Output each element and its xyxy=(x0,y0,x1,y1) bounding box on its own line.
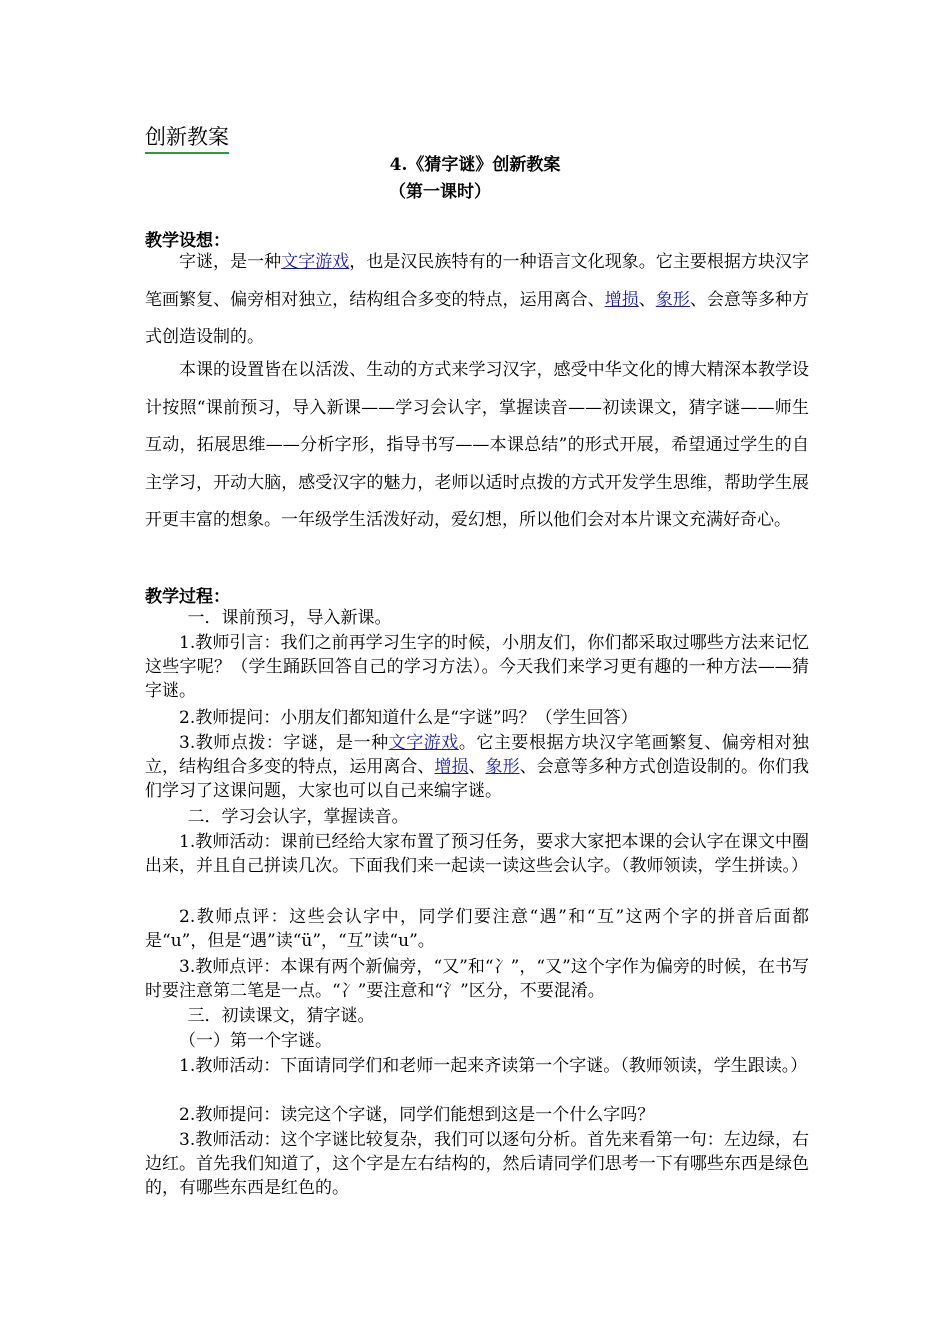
step-3-item-3: 3.教师活动：这个字谜比较复杂，我们可以逐句分析。首先来看第一句：左边绿，右边红。首先我们知道了，这个字是左右结构的，然后请同学们思考一下有哪些东西是绿色的，有哪些东西是红色的。 xyxy=(145,1130,809,1199)
link-xiangxing-2[interactable]: 象形 xyxy=(485,757,520,778)
step-3-item-1: 1.教师活动：下面请同学们和老师一起来齐读第一个字谜。（教师领读，学生跟读。） xyxy=(179,1056,808,1076)
step-1-item-2: 2.教师提问：小朋友们都知道什么是“字谜”吗？（学生回答） xyxy=(179,708,638,728)
header-label: 创新教案 xyxy=(145,122,229,154)
s13-text-c: 、 xyxy=(468,757,486,778)
step-1-heading: 一．课前预习，导入新课。 xyxy=(187,608,392,628)
p1-text-b: ，也是汉民族特有的一种语言文化现象。它主要根据方块汉字笔画繁复、偏旁相对独立，结构组合多变的特点，运用离合、 xyxy=(145,252,810,310)
design-paragraph-1 xyxy=(145,244,809,357)
step-1-item-3 xyxy=(145,731,809,804)
step-2-heading: 二．学习会认字，掌握读音。 xyxy=(187,807,409,827)
p1-text-d: 、会意等多种方式创造设制的。 xyxy=(145,289,810,347)
s13-text-d: 、会意等多种方式创造设制的。你们我们学习了这课问题，大家也可以自己来编字谜。 xyxy=(145,757,810,802)
s13-text-b: 。它主要根据方块汉字笔画繁复、偏旁相对独立，结构组合多变的特点，运用离合、 xyxy=(145,733,809,778)
link-word-game[interactable]: 文字游戏 xyxy=(281,252,350,272)
step-3-heading: 三．初读课文，猜字谜。 xyxy=(187,1006,375,1026)
step-2-item-3: 3.教师点评：本课有两个新偏旁，“又”和“冫”，“又”这个字作为偏旁的时候，在书写时要注意第二笔是一点。“冫”要注意和“氵”区分，不要混淆。 xyxy=(145,957,809,1002)
document-title: 4.《猜字谜》创新教案 xyxy=(389,155,561,175)
step-1-item-1: 1.教师引言：我们之前再学习生字的时候，小朋友们，你们都采取过哪些方法来记忆这些字呢？（学生踊跃回答自己的学习方法）。今天我们来学习更有趣的一种方法——猜字谜。 xyxy=(145,633,809,702)
step-3-subheading: （一）第一个字谜。 xyxy=(179,1031,332,1051)
p1-text-a: 字谜，是一种 xyxy=(179,252,282,272)
link-word-game-2[interactable]: 文字游戏 xyxy=(388,733,459,753)
step-2-item-2: 2.教师点评：这些会认字中，同学们要注意“遇”和“互”这两个字的拼音后面都是“u”，但是“遇”读“ü”，“互”读“u”。 xyxy=(145,907,809,952)
s13-text-a: 3.教师点拨：字谜，是一种 xyxy=(179,733,389,753)
design-paragraph-2: 本课的设置皆在以活泼、生动的方式来学习汉字，感受中华文化的博大精深本教学设计按照“课前预习，导入新课——学习会认字，掌握读音——初读课文，猜字谜——师生互动，拓展思维——分析字形，指导书写——本课总结”的形式开展，希望通过学生的自主学习，开动大脑，感受汉字的魅力，老师以适时点拨的方式开发学生思维，帮助学生展开更丰富的想象。一年级学生活泼好动，爱幻想，所以他们会对本片课文充满好奇心。 xyxy=(145,360,809,530)
link-zengsun-2[interactable]: 增损 xyxy=(434,757,469,778)
link-zengsun[interactable]: 增损 xyxy=(604,289,639,310)
document-subtitle: （第一课时） xyxy=(389,182,491,202)
step-2-item-1: 1.教师活动：课前已经给大家布置了预习任务，要求大家把本课的会认字在课文中圈出来，并且自己拼读几次。下面我们来一起读一读这些会认字。（教师领读，学生拼读。） xyxy=(145,832,809,877)
p1-text-c: 、 xyxy=(638,289,656,310)
step-3-item-2: 2.教师提问：读完这个字谜，同学们能想到这是一个什么字吗？ xyxy=(179,1105,655,1125)
link-xiangxing[interactable]: 象形 xyxy=(655,289,690,310)
process-heading: 教学过程： xyxy=(145,587,230,607)
design-heading: 教学设想： xyxy=(145,231,230,251)
